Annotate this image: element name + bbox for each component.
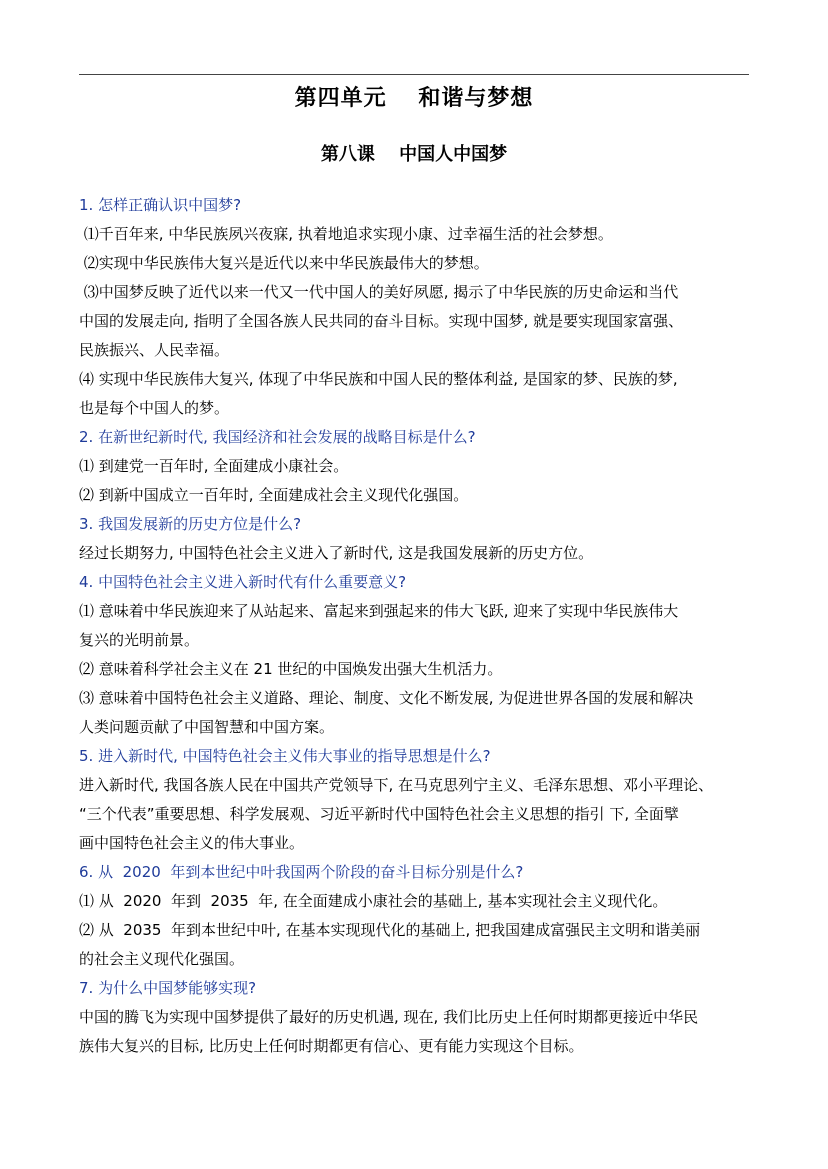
answer-line: 族伟大复兴的目标, 比历史上任何时期都更有信心、更有能力实现这个目标。 — [79, 1037, 584, 1055]
answer-line: ⑵ 从 2035 年到本世纪中叶, 在基本实现现代化的基础上, 把我国建成富强民主文明和谐美丽 — [79, 921, 701, 939]
question-heading: 2. 在新世纪新时代, 我国经济和社会发展的战略目标是什么? — [79, 428, 476, 446]
answer-line: ⑶中国梦反映了近代以来一代又一代中国人的美好夙愿, 揭示了中华民族的历史命运和当代 — [79, 283, 679, 301]
lesson-title: 第八课 中国人中国梦 — [320, 144, 508, 165]
answer-line: 中国的腾飞为实现中国梦提供了最好的历史机遇, 现在, 我们比历史上任何时期都更接近中华民 — [79, 1008, 699, 1026]
answer-line: 民族振兴、人民幸福。 — [79, 341, 230, 359]
answer-line: ⑴ 意味着中华民族迎来了从站起来、富起来到强起来的伟大飞跃, 迎来了实现中华民族伟大 — [79, 602, 679, 620]
header-rule — [79, 74, 749, 75]
question-heading: 5. 进入新时代, 中国特色社会主义伟大事业的指导思想是什么? — [79, 747, 491, 765]
document-body — [79, 191, 751, 1061]
question-heading: 6. 从 2020 年到本世纪中叶我国两个阶段的奋斗目标分别是什么? — [79, 863, 524, 881]
answer-line: ⑶ 意味着中国特色社会主义道路、理论、制度、文化不断发展, 为促进世界各国的发展和解决 — [79, 689, 694, 707]
answer-line: 进入新时代, 我国各族人民在中国共产党领导下, 在马克思列宁主义、毛泽东思想、邓小平理论、 — [79, 776, 714, 794]
answer-line: ⑵ 意味着科学社会主义在 21 世纪的中国焕发出强大生机活力。 — [79, 660, 503, 678]
question-heading: 7. 为什么中国梦能够实现? — [79, 979, 257, 997]
answer-line: 复兴的光明前景。 — [79, 631, 200, 649]
answer-line: 经过长期努力, 中国特色社会主义进入了新时代, 这是我国发展新的历史方位。 — [79, 544, 594, 562]
unit-title: 第四单元 和谐与梦想 — [294, 86, 534, 111]
answer-line: ⑷ 实现中华民族伟大复兴, 体现了中华民族和中国人民的整体利益, 是国家的梦、民族的梦, — [79, 370, 678, 388]
answer-line: 中国的发展走向, 指明了全国各族人民共同的奋斗目标。实现中国梦, 就是要实现国家富强、 — [79, 312, 684, 330]
answer-line: ⑴千百年来, 中华民族夙兴夜寐, 执着地追求实现小康、过幸福生活的社会梦想。 — [79, 225, 613, 243]
answer-line: 画中国特色社会主义的伟大事业。 — [79, 834, 305, 852]
answer-line: ⑵实现中华民族伟大复兴是近代以来中华民族最伟大的梦想。 — [79, 254, 489, 272]
answer-line: ⑵ 到新中国成立一百年时, 全面建成社会主义现代化强国。 — [79, 486, 469, 504]
question-heading: 3. 我国发展新的历史方位是什么? — [79, 515, 302, 533]
answer-line: 的社会主义现代化强国。 — [79, 950, 245, 968]
answer-line: ⑴ 到建党一百年时, 全面建成小康社会。 — [79, 457, 349, 475]
answer-line: 人类问题贡献了中国智慧和中国方案。 — [79, 718, 335, 736]
answer-line: ⑴ 从 2020 年到 2035 年, 在全面建成小康社会的基础上, 基本实现社会主义现代化。 — [79, 892, 668, 910]
answer-line: 也是每个中国人的梦。 — [79, 399, 230, 417]
question-heading: 1. 怎样正确认识中国梦? — [79, 196, 242, 214]
question-heading: 4. 中国特色社会主义进入新时代有什么重要意义? — [79, 573, 407, 591]
answer-line: “三个代表”重要思想、科学发展观、习近平新时代中国特色社会主义思想的指引 下, 全面擘 — [79, 805, 679, 823]
